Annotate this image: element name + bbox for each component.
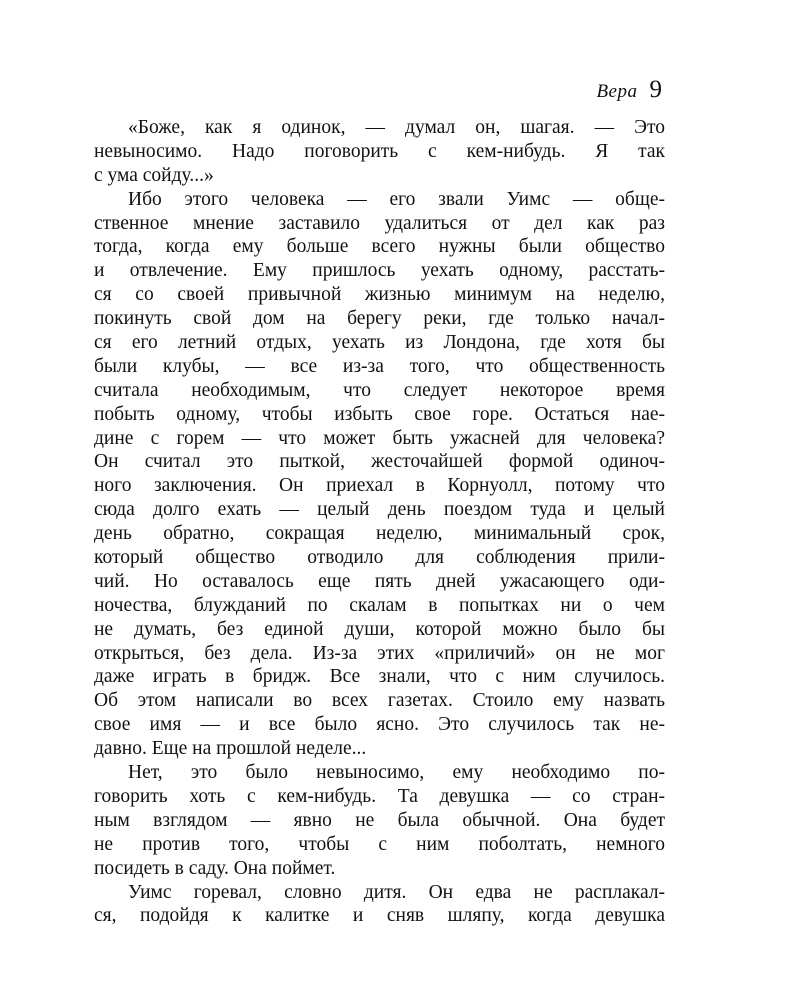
text-line: Уимс горевал, словно дитя. Он едва не расплакал-	[128, 881, 665, 903]
text-line: свое имя — и все было ясно. Это случилось так не-	[94, 714, 665, 736]
text-line: даже играть в бридж. Все знали, что с ним случилось.	[94, 666, 665, 688]
text-line: невыносимо. Надо поговорить с кем-нибудь. Я так	[94, 140, 665, 162]
text-line: ным взглядом — явно не была обычной. Она будет	[94, 809, 665, 831]
text-line: ночества, блужданий по скалам в попытках ни о чем	[94, 594, 665, 616]
text-line: не против того, чтобы с ним поболтать, немного	[94, 833, 665, 855]
running-title: Вера	[596, 81, 638, 102]
text-line: побыть одному, чтобы избыть свое горе. Остаться нае-	[94, 403, 665, 425]
text-line: покинуть свой дом на берегу реки, где только начал-	[94, 308, 665, 330]
text-line: с ума сойду...»	[94, 164, 214, 186]
text-line: ся, подойдя к калитке и сняв шляпу, когда девушка	[94, 905, 665, 927]
text-line: и отвлечение. Ему пришлось уехать одному, расстать-	[94, 260, 665, 282]
text-line: Нет, это было невыносимо, ему необходимо по-	[128, 762, 665, 784]
text-line: говорить хоть с кем-нибудь. Та девушка — со стран-	[94, 785, 665, 807]
text-line: чий. Но оставалось еще пять дней ужасающего оди-	[94, 570, 665, 592]
text-line: Ибо этого человека — его звали Уимс — обще-	[128, 188, 665, 210]
text-line: посидеть в саду. Она поймет.	[94, 857, 336, 879]
text-line: не думать, без единой души, которой можно было бы	[94, 618, 665, 640]
running-head	[596, 76, 662, 104]
text-line: который общество отводило для соблюдения прили-	[94, 547, 665, 569]
page-number: 9	[649, 76, 662, 103]
text-line: открыться, без дела. Из-за этих «приличий» он не мог	[94, 642, 665, 664]
text-line: ся его летний отдых, уехать из Лондона, где хотя бы	[94, 332, 665, 354]
text-line: ного заключения. Он приехал в Корнуолл, потому что	[94, 475, 665, 497]
text-line: тогда, когда ему больше всего нужны были общество	[94, 236, 665, 258]
text-line: давно. Еще на прошлой неделе...	[94, 738, 367, 760]
text-line: ся со своей привычной жизнью минимум на неделю,	[94, 284, 665, 306]
text-line: Об этом написали во всех газетах. Стоило ему назвать	[94, 690, 665, 712]
text-line: Он считал это пыткой, жесточайшей формой одиноч-	[94, 451, 665, 473]
text-line: были клубы, — все из-за того, что общественность	[94, 355, 665, 377]
text-line: сюда долго ехать — целый день поездом туда и целый	[94, 499, 665, 521]
text-line: «Боже, как я одинок, — думал он, шагая. — Это	[128, 117, 665, 138]
text-line: дине с горем — что может быть ужасней для человека?	[94, 427, 665, 449]
text-line: считала необходимым, что следует некоторое время	[94, 379, 665, 401]
body-text	[94, 116, 665, 928]
text-line: ственное мнение заставило удалиться от дел как раз	[94, 212, 665, 234]
text-line: день обратно, сокращая неделю, минимальный срок,	[94, 523, 665, 545]
